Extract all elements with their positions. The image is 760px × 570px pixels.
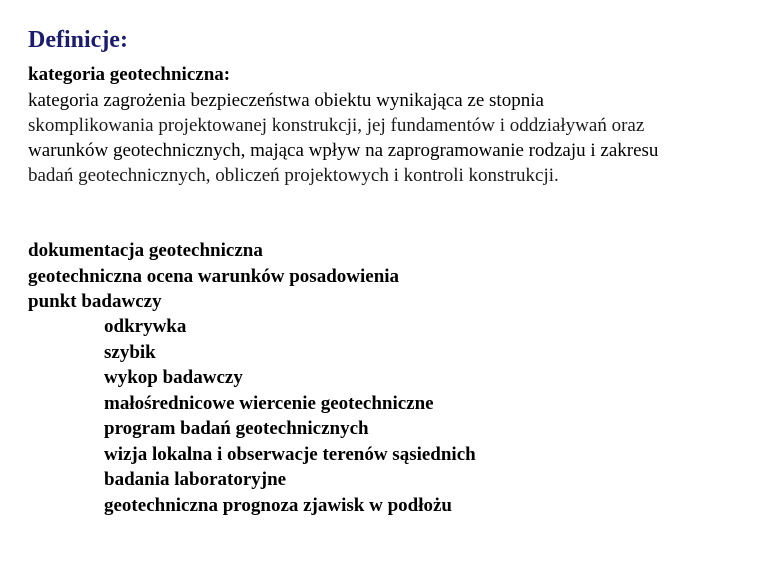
- subterm-item: małośrednicowe wiercenie geotechniczne: [104, 392, 434, 414]
- definition-line: kategoria zagrożenia bezpieczeństwa obiektu wynikająca ze stopnia: [28, 90, 544, 111]
- subterm-item: geotechniczna prognoza zjawisk w podłożu: [104, 494, 452, 516]
- definition-line: warunków geotechnicznych, mająca wpływ na zaprogramowanie rodzaju i zakresu: [28, 140, 659, 161]
- subterm-item: program badań geotechnicznych: [104, 418, 369, 439]
- term-item: dokumentacja geotechniczna: [28, 240, 263, 261]
- term-list: [28, 238, 399, 315]
- subterm-item: odkrywka: [104, 316, 187, 337]
- subterm-item: wizja lokalna i obserwacje terenów sąsiednich: [104, 443, 476, 465]
- slide-title: Definicje:: [28, 27, 128, 53]
- definition-text: [28, 88, 748, 188]
- definition-term: kategoria geotechniczna:: [28, 64, 231, 85]
- term-item: punkt badawczy: [28, 291, 162, 312]
- subterm-item: badania laboratoryjne: [104, 469, 287, 490]
- definition-line: badań geotechnicznych, obliczeń projektowych i kontroli konstrukcji.: [28, 165, 559, 186]
- term-item: geotechniczna ocena warunków posadowienia: [28, 265, 400, 287]
- subterm-item: wykop badawczy: [104, 367, 243, 388]
- subterm-item: szybik: [104, 341, 156, 363]
- subterm-list: [104, 314, 476, 518]
- definition-line: skomplikowania projektowanej konstrukcji, jej fundamentów i oddziaływań oraz: [28, 115, 645, 136]
